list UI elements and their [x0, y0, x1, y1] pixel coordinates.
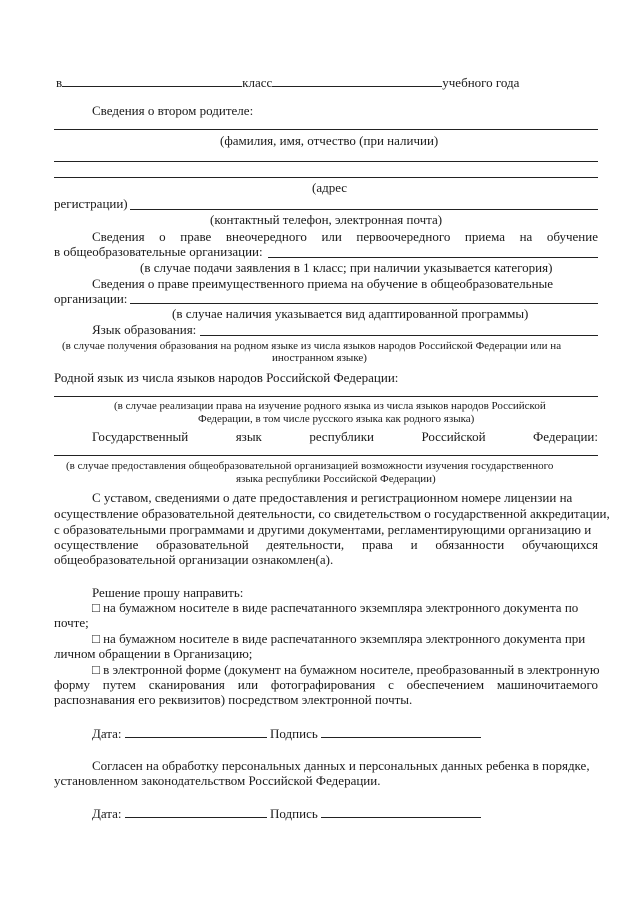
preferential-line-1: Сведения о праве преимущественного приема на обучение в общеобразовательные: [92, 276, 554, 291]
date-label: Дата:: [92, 726, 122, 741]
consent-line-2: установленном законодательством Российской Федерации.: [54, 773, 381, 788]
education-language-caption-1: (в случае получения образования на родном языке из числа языков народов Российской Федерации или на: [62, 340, 562, 352]
decision-title: Решение прошу направить:: [92, 585, 244, 600]
address-field-line-2[interactable]: [54, 177, 598, 178]
education-language-caption-2: иностранном языке): [272, 352, 367, 364]
second-parent-title: Сведения о втором родителе:: [92, 103, 254, 118]
address-field-line-1[interactable]: [54, 161, 598, 162]
parent-name-field[interactable]: [54, 129, 598, 130]
native-language-label: Родной язык из числа языков народов Российской Федерации:: [54, 370, 399, 385]
preferential-caption: (в случае наличия указывается вид адаптированной программы): [172, 306, 529, 321]
school-year-field[interactable]: [272, 74, 442, 87]
address-label: (адрес: [312, 180, 348, 195]
charter-line-2: осуществление образовательной деятельности, со свидетельством о государственной аккредитации,: [54, 506, 610, 521]
priority-field[interactable]: [268, 257, 598, 258]
decision-option-electronic[interactable]: □ в электронной форме (документ на бумажном носителе, преобразованный в электронную: [92, 662, 600, 677]
priority-line-2: в общеобразовательные организации:: [54, 244, 263, 259]
class-prefix: в: [56, 75, 63, 90]
signature-block-2: [92, 805, 481, 821]
date-label: Дата:: [92, 806, 122, 821]
registration-label: регистрации): [54, 196, 128, 211]
signature-field[interactable]: [321, 725, 481, 738]
charter-line-5: общеобразовательной организации ознакомлен(а).: [54, 552, 334, 567]
state-language-caption-2: языка республики Российской Федерации): [236, 473, 436, 485]
parent-name-caption: (фамилия, имя, отчество (при наличии): [220, 133, 439, 148]
date-field[interactable]: [125, 725, 267, 738]
year-label: учебного года: [442, 75, 520, 90]
preferential-line-2: организации:: [54, 291, 128, 306]
charter-line-3: с образовательными программами и другими документами, регламентирующими организацию и: [54, 522, 592, 537]
decision-option-electronic-cont-2: распознавания его реквизитов) посредством электронной почты.: [54, 692, 413, 707]
preferential-field[interactable]: [130, 303, 598, 304]
native-language-caption-2: Федерации, в том числе русского языка как родного языка): [198, 413, 475, 425]
decision-option-electronic-cont: форму путем сканирования или фотографирования с обеспечением машиночитаемого: [54, 677, 598, 692]
native-language-field[interactable]: [54, 396, 598, 397]
decision-option-paper-personal[interactable]: □ на бумажном носителе в виде распечатанного экземпляра электронного документа при: [92, 631, 586, 646]
decision-option-paper-mail-cont: почте;: [54, 615, 89, 630]
decision-option-paper-mail[interactable]: □ на бумажном носителе в виде распечатанного экземпляра электронного документа по: [92, 600, 579, 615]
state-language-field[interactable]: [54, 455, 598, 456]
class-number-field[interactable]: [62, 74, 242, 87]
contacts-caption: (контактный телефон, электронная почта): [210, 212, 443, 227]
header-line: [56, 74, 519, 90]
charter-line-1: С уставом, сведениями о дате предоставления и регистрационном номере лицензии на: [92, 490, 573, 505]
date-field[interactable]: [125, 805, 267, 818]
decision-option-paper-personal-cont: личном обращении в Организацию;: [54, 646, 253, 661]
state-language-label: Государственный язык республики Российской Федерации:: [92, 429, 598, 444]
registration-field[interactable]: [130, 209, 598, 210]
class-label: класс: [242, 75, 273, 90]
consent-line-1: Согласен на обработку персональных данных и персональных данных ребенка в порядке,: [92, 758, 590, 773]
native-language-caption-1: (в случае реализации права на изучение родного языка из числа языков народов Российской: [114, 400, 546, 412]
state-language-caption-1: (в случае предоставления общеобразовательной организацией возможности изучения государственного: [66, 460, 554, 472]
signature-field[interactable]: [321, 805, 481, 818]
signature-block-1: [92, 725, 481, 741]
education-language-field[interactable]: [200, 335, 598, 336]
education-language-label: Язык образования:: [92, 322, 197, 337]
priority-line-1: Сведения о праве внеочередного или первоочередного приема на обучение: [92, 229, 598, 244]
signature-label: Подпись: [270, 806, 318, 821]
signature-label: Подпись: [270, 726, 318, 741]
charter-line-4: осуществление образовательной деятельности, права и обязанности обучающихся: [54, 537, 598, 552]
priority-caption: (в случае подачи заявления в 1 класс; при наличии указывается категория): [140, 260, 553, 275]
